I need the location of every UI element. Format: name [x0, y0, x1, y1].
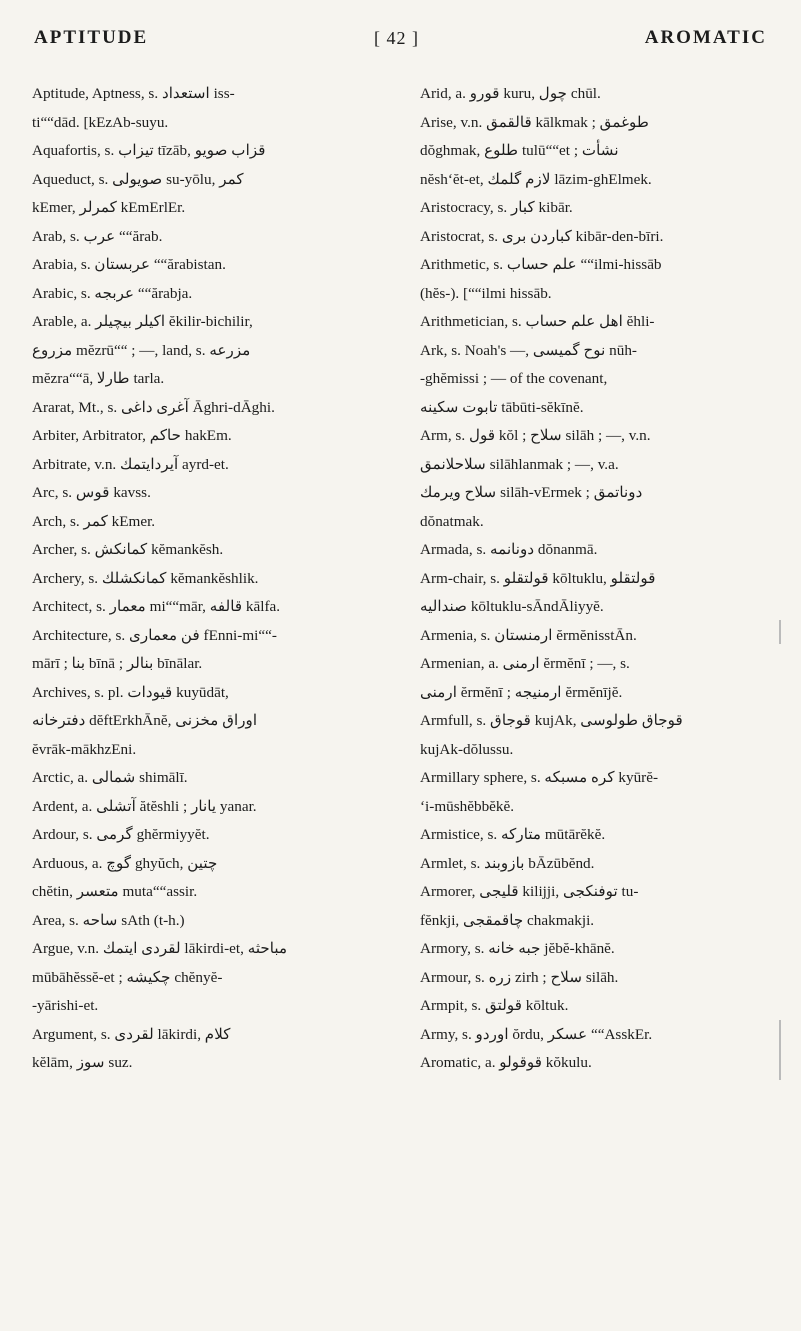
dictionary-line: Armfull, s. ‎قوجاق‎ kujAk, ‎قوجاق طولوسى‎	[420, 712, 683, 729]
header-right-word: AROMATIC	[644, 27, 767, 48]
dictionary-line: Arbitrate, v.n. ‎آيردايتمك‎ ayrd-et.	[32, 455, 229, 473]
dictionary-line: chĕtin, ‎متعسر‎ muta““assir.	[32, 883, 198, 900]
dictionary-line: Ardour, s. ‎گرمى‎ ghĕrmiyyĕt.	[32, 826, 210, 843]
dictionary-line: Arbiter, Arbitrator, ‎حاكم‎ hakEm.	[32, 427, 232, 444]
dictionary-line: Architecture, s. ‎فن معماری‎ fEnni-mi““-	[32, 626, 277, 644]
dictionary-line: ‎سلاح ويرمك‎ silāh-vErmek ; ‎دوناتمق‎	[420, 484, 643, 501]
dictionary-line: ‎سلاحلانمق‎ silāhlanmak ; —, v.a.	[420, 455, 619, 473]
dictionary-line: Ark, s. Noah's —, ‎نوح گميسى‎ nūh-	[420, 341, 637, 359]
dictionary-line: Armlet, s. ‎بازوبند‎ bĀzūbĕnd.	[420, 854, 595, 872]
dictionary-line: ‎مزروع‎ mĕzrū““ ; —, land, s. ‎مزرعه‎	[32, 341, 251, 359]
dictionary-line: ‎تابوت سكينه‎ tābūti-sĕkīnĕ.	[420, 398, 584, 416]
dictionary-line: nĕsh‘ĕt-et, ‎لازم گلمك‎ lāzim-ghElmek.	[420, 170, 652, 188]
dictionary-line: dŏnatmak.	[420, 512, 484, 530]
right-column	[420, 80, 775, 1078]
dictionary-line: Argument, s. ‎لقردى‎ lākirdi, ‎كلام‎	[32, 1025, 231, 1043]
dictionary-line: Arithmetician, s. ‎اهل علم حساب‎ ĕhli-	[420, 313, 655, 330]
dictionary-line: Ardent, a. ‎آتشلى‎ ătĕshli ; ‎يانار‎ yanar.	[32, 797, 257, 815]
dictionary-line: Armillary sphere, s. ‎كره مسبكه‎ kyūrĕ-	[420, 769, 659, 786]
dictionary-line: Arabia, s. ‎عربستان‎ ““ărabistan.	[32, 256, 226, 273]
dictionary-line: Arc, s. ‎قوس‎ kavss.	[32, 484, 151, 501]
dictionary-line: (hĕs-). [““ilmi hissāb.	[420, 284, 552, 302]
dictionary-line: mĕzra““ā, ‎طارلا‎ tarla.	[32, 370, 165, 387]
dictionary-line: Archives, s. pl. ‎قيودات‎ kuyūdāt,	[32, 683, 229, 701]
dictionary-line: Aqueduct, s. ‎صويولى‎ su-yōlu, ‎كمر‎	[32, 170, 244, 188]
dictionary-line: kĕlām, ‎سوز‎ suz.	[32, 1054, 133, 1071]
page-header	[34, 20, 767, 56]
dictionary-line: Arise, v.n. ‎قالقمق‎ kālkmak ; ‎طوغمق‎	[420, 113, 649, 131]
dictionary-line: kEmer, ‎كمرلر‎ kEmErlEr.	[32, 199, 186, 216]
dictionary-line: Archer, s. ‎كمانكش‎ kĕmankĕsh.	[32, 541, 224, 558]
dictionary-line: Arm-chair, s. ‎قولتقلو‎ kōltuklu, ‎قولتقلو‎	[420, 569, 656, 587]
margin-mark	[779, 1020, 781, 1080]
dictionary-line: ‘i-mūshĕbbĕkĕ.	[420, 797, 515, 815]
dictionary-line: Armenian, a. ‎ارمنى‎ ĕrmĕnī ; —, s.	[420, 655, 630, 672]
dictionary-line: Armenia, s. ‎ارمنستان‎ ĕrmĕnisstĀn.	[420, 626, 637, 644]
dictionary-line: dŏghmak, ‎طلوع‎ tulū““et ; ‎نشأت‎	[420, 142, 619, 159]
dictionary-line: Armada, s. ‎دونانمه‎ dŏnanmā.	[420, 541, 598, 558]
page-number: [ 42 ]	[373, 27, 419, 48]
dictionary-line: Armory, s. ‎جبه خانه‎ jĕbĕ-khānĕ.	[420, 940, 615, 957]
dictionary-line: Aptitude, Aptness, s. ‎استعداد‎ iss-	[32, 85, 235, 102]
dictionary-line: Area, s. ‎ساحه‎ sAth (t-h.)	[32, 911, 185, 929]
dictionary-line: Arm, s. ‎قول‎ kŏl ; ‎سلاح‎ silāh ; —, v.n.	[420, 427, 651, 444]
dictionary-line: mūbāhĕssĕ-et ; ‎چكيشه‎ chĕnyĕ-	[32, 968, 223, 986]
dictionary-line: Army, s. ‎اوردو‎ ŏrdu, ‎عسكر‎ ““AsskEr.	[420, 1025, 653, 1043]
dictionary-line: Archery, s. ‎كمانكشلك‎ kĕmankĕshlik.	[32, 569, 259, 587]
dictionary-line: ti““dād. [kEzAb-suyu.	[32, 113, 169, 131]
dictionary-line: Arabic, s. ‎عربجه‎ ““ărabja.	[32, 284, 193, 302]
dictionary-line: ‎ارمنى‎ ĕrmĕnī ; ‎ارمنيجه‎ ĕrmĕnījĕ.	[420, 683, 623, 701]
dictionary-line: ĕvrāk-mākhzEni.	[32, 740, 137, 758]
dictionary-line: Armour, s. ‎زره‎ zirh ; ‎سلاح‎ silāh.	[420, 968, 619, 986]
dictionary-line: Armorer, ‎قليجى‎ kilijji, ‎توفنكجى‎ tu-	[420, 883, 639, 900]
dictionary-line: fĕnkji, ‎چاقمقجى‎ chakmakji.	[420, 911, 595, 929]
dictionary-line: Arithmetic, s. ‎علم حساب‎ ““ilmi-hissāb	[420, 256, 662, 273]
dictionary-line: mārī ; ‎بنا‎ bīnā ; ‎بنالر‎ bīnālar.	[32, 655, 203, 672]
dictionary-line: Architect, s. ‎معمار‎ mi““mār, ‎قالفه‎ kālfa.	[32, 598, 281, 615]
dictionary-line: kujAk-dŏlussu.	[420, 740, 514, 758]
dictionary-line: Armpit, s. ‎قولتق‎ kōltuk.	[420, 997, 569, 1014]
dictionary-line: Arab, s. ‎عرب‎ ““ărab.	[32, 227, 163, 245]
dictionary-line: Aristocrat, s. ‎كباردن برى‎ kibār-den-bīri.	[420, 227, 664, 245]
dictionary-line: ‎صندالیه‎ kōltuklu-sĀndĀliyyĕ.	[420, 598, 604, 615]
dictionary-line: Armistice, s. ‎متاركه‎ mūtārĕkĕ.	[420, 826, 606, 843]
dictionary-line: ‎دفترخانه‎ dĕftErkhĀnĕ, ‎اوراق مخزنى‎	[32, 712, 258, 729]
dictionary-line: Arch, s. ‎كمر‎ kEmer.	[32, 512, 156, 530]
dictionary-line: Arduous, a. ‎گوچ‎ ghyŭch, ‎چتين‎	[32, 854, 218, 872]
dictionary-line: Aromatic, a. ‎قوقولو‎ kŏkulu.	[420, 1054, 592, 1071]
dictionary-line: -yārishi-et.	[32, 997, 99, 1014]
dictionary-line: Arid, a. ‎قورو‎ kuru, ‎چول‎ chūl.	[420, 85, 601, 102]
left-column	[32, 80, 382, 1078]
dictionary-line: Aquafortis, s. ‎تيزاب‎ tīzāb, ‎قزاب صويو‎	[32, 142, 266, 159]
dictionary-line: Ararat, Mt., s. ‎آغرى داغى‎ Āghri-dĀghi.	[32, 398, 275, 416]
header-left-word: APTITUDE	[34, 27, 149, 48]
dictionary-line: Arable, a. ‎اكيلر بيچيلر‎ ĕkilir-bichilir,	[32, 313, 253, 330]
dictionary-line: Arctic, a. ‎شمالى‎ shimālī.	[32, 769, 188, 786]
dictionary-line: -ghĕmissi ; — of the covenant,	[420, 370, 608, 387]
dictionary-line: Argue, v.n. ‎لقردى ايتمك‎ lākirdi-et, ‎مباحثه‎	[32, 940, 288, 957]
dictionary-line: Aristocracy, s. ‎كبار‎ kibār.	[420, 199, 573, 216]
margin-mark	[779, 620, 781, 644]
